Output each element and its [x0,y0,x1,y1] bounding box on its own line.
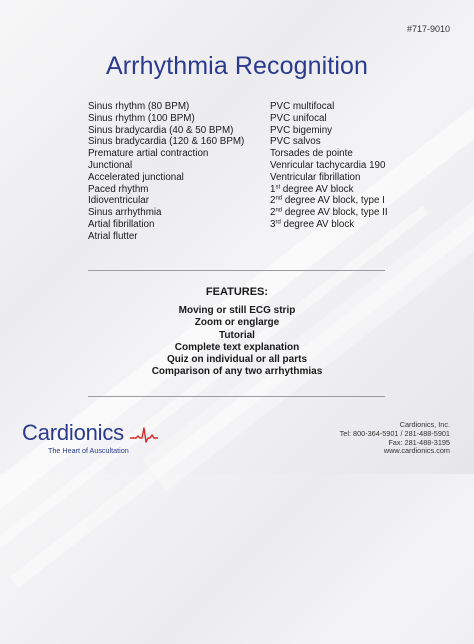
contact-line: Tel: 800-364-5901 / 281-488-5901 [339,428,450,438]
divider [88,396,385,397]
rhythm-item: 1st degree AV block [270,183,354,195]
feature-item: Comparison of any two arrhythmias [151,366,323,378]
rhythm-item: Accelerated junctional [88,171,184,183]
rhythm-item: PVC bigeminy [270,124,333,136]
feature-item: Moving or still ECG strip [178,305,296,316]
feature-item: Quiz on individual or all parts [166,354,307,366]
contact-info [340,421,450,456]
features-list [0,305,474,379]
rhythm-item: Ventricular fibrillation [270,171,361,183]
rhythm-item: Sinus rhythm (100 BPM) [88,112,195,124]
feature-item: Tutorial [219,329,255,341]
contact-line: Fax: 281-488-3195 [388,437,450,447]
rhythm-item: 3rd degree AV block [270,218,355,230]
contact-line: www.cardionics.com [383,446,450,456]
rhythm-item: Atrial flutter [88,230,138,242]
rhythm-item: Venricular tachycardia 190 [270,159,386,171]
rhythm-item: Idioventricular [88,195,149,207]
rhythm-item: 2nd degree AV block, type II [270,207,388,219]
rhythm-item: PVC salvos [270,136,321,148]
rhythm-list-right [270,101,388,231]
rhythm-item: PVC multifocal [270,101,335,112]
features-heading: FEATURES: [205,286,269,298]
rhythm-item: Sinus rhythm (80 BPM) [88,101,190,112]
rhythm-item: Sinus bradycardia (120 & 160 BPM) [88,136,245,148]
feature-item: Complete text explanation [174,341,300,353]
contact-line: Cardionics, Inc. [399,420,450,429]
logo-tagline: The Heart of Auscultation [48,446,129,455]
rhythm-list-left [88,101,244,243]
ecg-heartbeat-icon [130,426,158,444]
rhythm-item: Torsades de pointe [270,148,353,160]
divider [88,270,385,271]
page-title: Arrhythmia Recognition [105,52,369,80]
rhythm-item: Premature artial contraction [88,148,209,160]
rhythm-item: 2nd degree AV block, type I [270,195,385,207]
rhythm-item: Junctional [88,159,133,171]
rhythm-item: Paced rhythm [88,183,149,195]
rhythm-item: Artial fibrillation [88,218,155,230]
product-code: #717-9010 [406,24,450,34]
cardionics-logo [22,420,162,460]
rhythm-item: Sinus bradycardia (40 & 50 BPM) [88,124,234,136]
logo-wordmark: Cardionics [22,420,124,445]
rhythm-item: Sinus arrhythmia [88,207,162,219]
rhythm-item: PVC unifocal [270,112,327,124]
feature-item: Zoom or englarge [194,317,280,329]
